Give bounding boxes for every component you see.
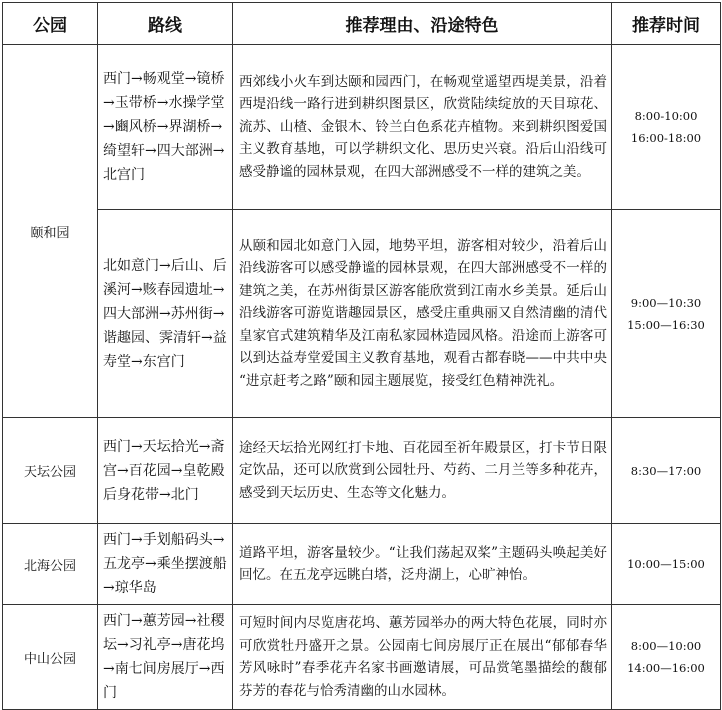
time-slot: 15:00—16:30 bbox=[627, 317, 705, 332]
time-cell bbox=[612, 605, 721, 710]
reason-cell: 从颐和园北如意门入园，地势平坦，游客相对较少，沿着后山沿线游客可以感受静谧的园林景观，在四大部洲感受不一样的建筑之美，在苏州街景区游客能欣赏到江南水乡美景。延后山沿线游客可游览谐趣园景区，感受庄重典丽又自然清幽的清代皇家官式建筑精华及江南私家园林造园风格。沿途而上游客可以到达益寿堂爱国主义教育基地，观看古都春晓——中共中央“进京赶考之路”颐和园主题展览，接受红色精神洗礼。 bbox=[233, 210, 612, 418]
time-cell bbox=[612, 210, 721, 418]
recommendation-table bbox=[2, 2, 721, 710]
reason-cell: 可短时间内尽览唐花坞、蕙芳园举办的两大特色花展，同时亦可欣赏牡丹盛开之景。公园南七间房展厅正在展出“郁郁春华 芳风咏时”春季花卉名家书画邀请展，可品赏笔墨描绘的馥郁芬芳的春花与恰秀清幽的山水园林。 bbox=[233, 605, 612, 710]
park-name: 颐和园 bbox=[3, 45, 98, 418]
header-park: 公园 bbox=[3, 3, 98, 45]
time-cell bbox=[612, 418, 721, 524]
route-cell: 北如意门→后山、后溪河→赅春园遗址→四大部洲→苏州街→谐趣园、霁清轩→益寿堂→东宫门 bbox=[98, 210, 233, 418]
time-cell bbox=[612, 45, 721, 210]
time-slot: 16:00-18:00 bbox=[630, 131, 702, 145]
header-route: 路线 bbox=[98, 3, 233, 45]
park-name: 中山公园 bbox=[3, 605, 98, 710]
reason-cell: 道路平坦，游客量较少。“让我们荡起双桨”主题码头唤起美好回忆。在五龙亭远眺白塔，泛舟湖上，心旷神怡。 bbox=[233, 524, 612, 605]
time-slot: 14:00—16:00 bbox=[627, 661, 705, 675]
time-slot: 10:00—15:00 bbox=[627, 557, 705, 571]
table-row bbox=[3, 210, 721, 418]
route-cell: 西门→畅观堂→镜桥→玉带桥→水操学堂→豳风桥→界湖桥→绮望轩→四大部洲→北宫门 bbox=[98, 45, 233, 210]
header-reason: 推荐理由、沿途特色 bbox=[233, 3, 612, 45]
table-row bbox=[3, 418, 721, 524]
time-slot: 9:00—10:30 bbox=[630, 295, 702, 310]
table-row bbox=[3, 605, 721, 710]
route-cell: 西门→手划船码头→五龙亭→乘坐摆渡船→琼华岛 bbox=[98, 524, 233, 605]
park-name: 天坛公园 bbox=[3, 418, 98, 524]
park-name: 北海公园 bbox=[3, 524, 98, 605]
time-cell bbox=[612, 524, 721, 605]
time-slot: 8:00-10:00 bbox=[634, 109, 698, 123]
header-row bbox=[3, 3, 721, 45]
time-slot: 8:30—17:00 bbox=[630, 463, 702, 478]
table-row bbox=[3, 45, 721, 210]
reason-cell: 西郊线小火车到达颐和园西门，在畅观堂遥望西堤美景，沿着西堤沿线一路行进到耕织图景区，欣赏陆续绽放的天目琼花、流苏、山楂、金银木、铃兰白色系花卉植物。来到耕织图爱国主义教育基地，可以学耕织文化、思历史兴衰。沿后山沿线可感受静谧的园林景观，在四大部洲感受不一样的建筑之美。 bbox=[233, 45, 612, 210]
table-row bbox=[3, 524, 721, 605]
header-time: 推荐时间 bbox=[612, 3, 721, 45]
route-cell: 西门→天坛拾光→斋宫→百花园→皇乾殿后身花带→北门 bbox=[98, 418, 233, 524]
reason-cell: 途经天坛拾光网红打卡地、百花园至祈年殿景区，打卡节日限定饮品，还可以欣赏到公园牡丹、芍药、二月兰等多种花卉，感受到天坛历史、生态等文化魅力。 bbox=[233, 418, 612, 524]
route-cell: 西门→蕙芳园→社稷坛→习礼亭→唐花坞→南七间房展厅→西门 bbox=[98, 605, 233, 710]
time-slot: 8:00—10:00 bbox=[630, 639, 702, 653]
